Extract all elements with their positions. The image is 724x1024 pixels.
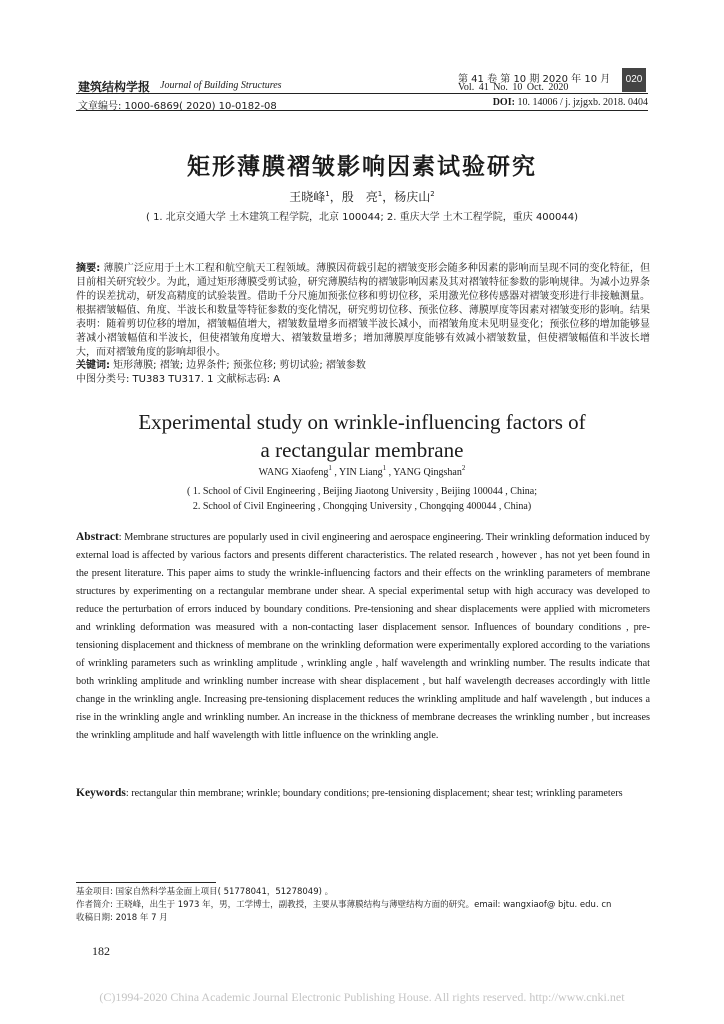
abstract-cn-label: 摘要: [76,263,101,274]
article-number: 文章编号: 1000-6869( 2020) 10-0182-08 [78,101,277,112]
author-name: YANG Qingshan [393,467,462,478]
author-affiliation-mark: 1 [382,464,387,472]
abstract-cn-text: 薄膜广泛应用于土木工程和航空航天工程领域。薄膜因荷载引起的褶皱变形会随多种因素的影响而呈现不同的变化特征，但目前相关研究较少。为此，通过矩形薄膜受剪试验，研究薄膜结构的褶皱影响因素及其对褶皱特征参数的影响规律。为减小边界条件的误差扰动，研发高精度的试验装置。借助千分尺施加预张位移和剪切位移，采用激光位移传感器对褶皱变形进行非接触测量。根据褶皱幅值、角度、半波长和数量等特征参数的变化情况，研究剪切位移、预张位移、薄膜厚度等因素对褶皱变形的影响。结果表明：随着剪切位移的增加，褶皱幅值增大，褶皱数量增多而褶皱半波长减小，而褶皱角度未见明显变化；预张位移的增加能够显著减小褶皱幅值和半波长，但使褶皱角度增大、褶皱数量增多；增加薄膜厚度能够有效减小褶皱数量，但使褶皱幅值和半波长增大，而对褶皱角度的影响却很小。 [76,263,650,358]
affiliation-en-line: 2. School of Civil Engineering , Chongqing University , Chongqing 400044 , China) [192,501,532,512]
author-affiliation-mark: 1 [325,190,330,198]
author-name: YIN Liang [338,467,383,478]
keywords-cn-label: 关键词: [76,360,110,371]
doi [493,97,648,108]
abstract-en-text: : Membrane structures are popularly used in civil engineering and aerospace engineering. Their wrinkling deformation induced by external load is affected by various factors and presents different characteristics. The related research , however , has not yet been found in the present literature. This paper aims to study the wrinkle-influencing factors and their effects on the wrinkling parameters of membrane structures by experimenting on a rectangular membrane under shear. A special experimental setup with high accuracy was developed to reduce the perturbation of errors induced by boundary conditions. Pre-tensioning and shear displacements were applied with micrometers and wrinkling deformation was measured with a non-contacting laser displacement sensor. Influences of boundary conditions , pre-tensioning displacement and thickness of membrane on the wrinkling deformation were experimentally explored according to the variations of wrinkling parameters such as wrinkling amplitude , wrinkling angle , half wavelength and wrinkling number. The results indicate that both wrinkling amplitude and wrinkling number increase with shear displacement , but half wavelength decreases accordingly with little change in the wrinkling angle. Increasing pre-tensioning displacement reduces the wrinkling amplitude and half wavelength , but induces a rise in the wrinkling angle and wrinkling number. An increase in the thickness of membrane decreases the wrinkling number , but increases the wrinkling amplitude and half wavelength with little influence on the wrinkling angle. [76,532,650,741]
keywords-en [76,784,650,803]
copyright-watermark: (C)1994-2020 China Academic Journal Electronic Publishing House. All rights reserved. http://www.cnki.net [99,990,625,1004]
doi-label: DOI: [492,97,515,108]
abstract-en-label: Abstract [76,531,119,543]
page-code-badge: 020 [622,68,646,92]
authors-cn: 王晓峰$^1$，殷 亮$^1$，杨庆山$^2$ [289,190,435,204]
doi-value: 10. 14006 / j. jzjgxb. 2018. 0404 [517,97,648,108]
footnote-received-date: 收稿日期: 2018 年 7 月 [76,913,168,923]
author-affiliation-mark: 1 [377,190,383,198]
affiliation-en-line: ( 1. School of Civil Engineering , Beijing Jiaotong University , Beijing 100044 , China; [187,486,537,497]
footnote-author-bio: 作者简介: 王晓峰，出生于 1973 年，男，工学博士，副教授，主要从事薄膜结构与薄壁结构方面的研究。email: wangxiaof@ bjtu. edu. cn [76,900,612,910]
keywords-cn [76,356,366,371]
page-number: 182 [92,944,110,958]
keywords-en-label: Keywords [76,787,126,799]
footnotes [76,886,650,925]
abstract-cn [76,262,650,360]
issue-info-en: Vol. 41 No. 10 Oct. 2020 [458,82,569,93]
header-rule-bottom [76,110,648,111]
author-name: 杨庆山 [394,190,431,204]
authors-en: WANG Xiaofeng$^1$ , YIN Liang$^1$ , YANG Qingshan$^2$ [258,464,466,478]
author-affiliation-mark: 2 [461,464,466,472]
footnote-funding: 基金项目: 国家自然科学基金面上项目( 51778041，51278049) 。 [76,887,334,897]
classification-cn: 中图分类号: TU383 TU317. 1 文献标志码: A [76,374,281,385]
affiliation-cn: ( 1. 北京交通大学 土木建筑工程学院，北京 100044; 2. 重庆大学 土木工程学院，重庆 400044) [145,212,579,223]
author-affiliation-mark: 2 [430,190,435,198]
paper-title-en-line: a rectangular membrane [260,438,464,462]
paper-title-cn: 矩形薄膜褶皱影响因素试验研究 [187,154,537,180]
journal-name-cn: 建筑结构学报 [78,80,151,94]
author-affiliation-mark: 1 [328,464,332,472]
paper-title-en [0,408,724,464]
author-name: WANG Xiaofeng [258,467,329,478]
keywords-cn-text: 矩形薄膜; 褶皱; 边界条件; 预张位移; 剪切试验; 褶皱参数 [110,360,366,371]
affiliation-en [0,484,724,514]
keywords-en-text: : rectangular thin membrane; wrinkle; boundary conditions; pre-tensioning displacement; shear test; wrinkling parameters [125,788,623,799]
footnote-rule [76,882,216,883]
journal-name-en: Journal of Building Structures [160,80,282,91]
issue-info-cn: 第 41 卷 第 10 期 2020 年 10 月 [458,74,611,85]
author-name: 殷 亮 [341,190,378,204]
paper-title-en-line: Experimental study on wrinkle-influencing factors of [138,410,586,434]
author-name: 王晓峰 [289,190,326,204]
header-rule [76,93,648,94]
abstract-en [76,528,650,745]
